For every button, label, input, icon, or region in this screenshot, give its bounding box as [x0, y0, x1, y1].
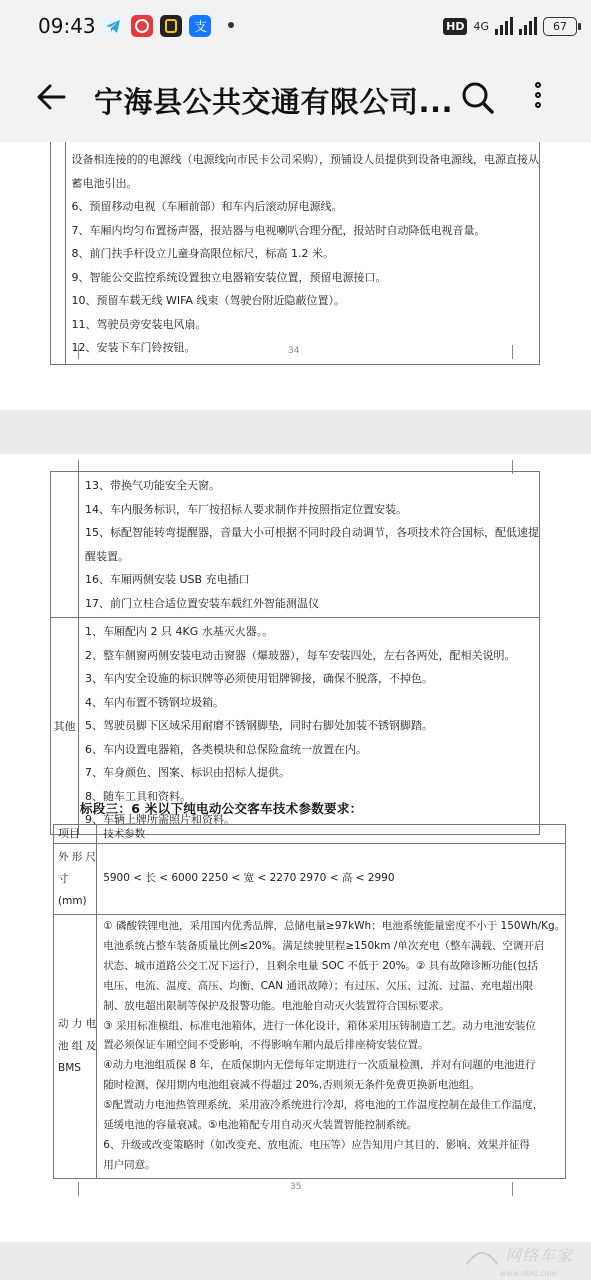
- page-number: 35: [290, 1182, 302, 1192]
- section-title: 标段三：6 米以下纯电动公交客车技术参数要求：: [80, 801, 363, 816]
- doc-line: 11、驾驶员旁安装电风扇。: [71, 317, 207, 331]
- yellow-app-icon: [160, 15, 182, 37]
- doc-line: 6、车内设置电器箱，各类模块和总保险盒统一放置在内。: [85, 742, 367, 756]
- doc-line: 15、标配智能转弯提醒器，音量大小可根据不同时段自动调节，各项技术符合国标，配低速提: [85, 526, 539, 539]
- watermark-url: www.nbsj.com: [499, 1269, 557, 1278]
- battery-label: 动 力 电: [58, 1018, 97, 1031]
- doc-line: ③ 采用标准模组、标准电池箱体，进行一体化设计，箱体采用压铸制造工艺。动力电池安装位: [103, 1019, 536, 1032]
- doc-line: 制、放电超出限制等保护及报警功能。电池舱自动灭火装置符合国标要求。: [103, 999, 450, 1012]
- doc-line: 2、整车侧窗两侧安装电动击窗器（爆玻器），每车安装四处，左右各两处，配相关说明。: [85, 648, 516, 662]
- doc-line: 8、前门扶手杆设立儿童身高限位标尺，标高 1.2 米。: [71, 247, 334, 260]
- signal-icon: [495, 17, 513, 35]
- doc-line: 9、车辆上牌所需照片和资料。: [85, 813, 235, 826]
- header-item: 项目: [54, 825, 97, 844]
- size-label: (mm): [58, 895, 87, 907]
- doc-line: 12、安装下车门铃按钮。: [71, 341, 196, 354]
- size-label: 寸: [58, 873, 69, 885]
- page2-table: [50, 471, 540, 835]
- crop-mark: [64, 345, 79, 359]
- doc-line: 设备相连接的的电源线（电源线向市民卡公司采购），预铺设人员提供到设备电源线，电源直接从: [71, 153, 539, 166]
- notification-dot: [228, 22, 234, 28]
- page1-table: [50, 142, 540, 365]
- hd-badge: HD: [443, 18, 467, 35]
- status-time: 09:43: [38, 14, 96, 38]
- doc-line: 14、车内服务标识，车厂按招标人要求制作并按照指定位置安装。: [85, 502, 407, 516]
- header-param: 技术参数: [97, 825, 566, 844]
- doc-line: 置必须保证车厢空间不受影响，不得影响车厢内最后排座椅安装位置。: [103, 1039, 429, 1052]
- doc-line: 13、带换气功能安全天窗。: [85, 479, 220, 492]
- spec-table: [53, 824, 566, 1179]
- doc-line: 醒装置。: [85, 549, 129, 563]
- doc-line: 6、升级或改变策略时（如改变充、放电流、电压等）应告知用户其目的、影响、效果并征得: [103, 1138, 530, 1151]
- back-arrow-icon[interactable]: [34, 82, 74, 112]
- doc-line: ① 磷酸铁锂电池，采用国内优秀品牌，总储电量≥97kWh；电池系统能量密度不小于 150Wh/Kg。: [103, 920, 566, 932]
- battery-icon: [543, 17, 577, 36]
- doc-line: 电池系统占整车装备质量比例≤20%。满足续驶里程≥150km /单次充电（整车满载、空调开启: [103, 939, 545, 952]
- doc-line: ④动力电池组质保 8 年，在质保期内无偿每年定期进行一次质量检测，并对有问题的电池进行: [103, 1059, 536, 1072]
- doc-line: 17、前门立柱合适位置安装车载红外智能测温仪: [85, 596, 319, 610]
- doc-line: 蓄电池引出。: [71, 176, 138, 190]
- watermark-text: 网络车家: [504, 1246, 573, 1265]
- doc-line: 用户同意。: [103, 1158, 156, 1171]
- doc-line: 7、车身颜色、图案、标识由招标人提供。: [85, 766, 290, 779]
- watermark-logo: [465, 1243, 573, 1266]
- status-bar: [0, 0, 591, 52]
- doc-line: 9、智能公交监控系统设置独立电器箱安装位置，预留电源接口。: [71, 270, 387, 284]
- doc-line: 3、车内安全设施的标识牌等必须使用铝牌铆接，确保不脱落，不掉色。: [85, 672, 433, 685]
- doc-line: 4、车内布置不锈钢垃圾箱。: [85, 695, 224, 709]
- doc-line: 10、预留车载无线 WIFA 线束（驾驶台附近隐蔽位置）。: [71, 294, 345, 307]
- page-number: 34: [288, 346, 300, 356]
- status-right: [443, 14, 577, 38]
- more-options-icon[interactable]: [535, 82, 547, 118]
- alipay-icon: [189, 15, 211, 37]
- doc-line: 8、随车工具和资料。: [85, 789, 191, 803]
- crop-mark: [512, 1182, 527, 1196]
- doc-line: 电压、电流、温度、高压、均衡、CAN 通讯故障）；有过压、欠压、过流、过温、充电超出限: [103, 979, 534, 992]
- page-gap: [0, 410, 591, 454]
- battery-label: BMS: [58, 1062, 81, 1075]
- document-title: 宁海县公共交通有限公司...: [94, 85, 454, 119]
- network-type: 4G: [473, 19, 489, 33]
- crop-mark: [512, 345, 527, 359]
- doc-line: 6、预留移动电视（车厢前部）和车内后滚动屏电源线。: [71, 200, 343, 213]
- doc-line: 状态、城市道路公交工况下运行），且剩余电量 SOC 不低于 20%。② 具有故障诊断功能(包括: [103, 959, 538, 972]
- doc-line: 7、车厢内均匀布置扬声器，报站器与电视喇叭合理分配，报站时自动降低电视音量。: [71, 223, 486, 237]
- doc-line: 5、驾驶员脚下区域采用耐磨不锈钢脚垫，同时右脚处加装不锈钢脚踏。: [85, 719, 433, 732]
- doc-line: 延缓电池的容量衰减。⑤电池箱配专用自动灭火装置智能控制系统。: [103, 1119, 418, 1132]
- telegram-icon: [102, 15, 124, 37]
- app-bar: [0, 52, 591, 142]
- battery-label: 池 组 及: [58, 1040, 97, 1053]
- size-value: 5900 < 长 < 6000 2250 < 宽 < 2270 2970 < 高 < 2990: [97, 844, 566, 915]
- red-app-icon: [131, 15, 153, 37]
- svg-text:支: 支: [194, 20, 208, 35]
- battery-level: 67: [553, 19, 567, 33]
- doc-line: ⑤配置动力电池热管理系统，采用液冷系统进行冷却，将电池的工作温度控制在最佳工作温度，: [103, 1099, 544, 1112]
- doc-line: 1、车厢配内 2 只 4KG 水基灭火器。。: [85, 625, 274, 638]
- doc-line: 随时检测，保用期内电池组衰减不得超过 20%,否则须无条件免费更换新电池组。: [103, 1079, 480, 1092]
- document-viewer[interactable]: [0, 142, 591, 1280]
- signal2-icon: [519, 17, 537, 35]
- other-label: 其他: [51, 618, 79, 835]
- size-label: 外 形 尺: [58, 851, 97, 863]
- doc-line: 16、车厢两侧安装 USB 充电插口: [85, 573, 250, 586]
- crop-mark: [64, 1182, 79, 1196]
- search-icon[interactable]: [460, 80, 496, 116]
